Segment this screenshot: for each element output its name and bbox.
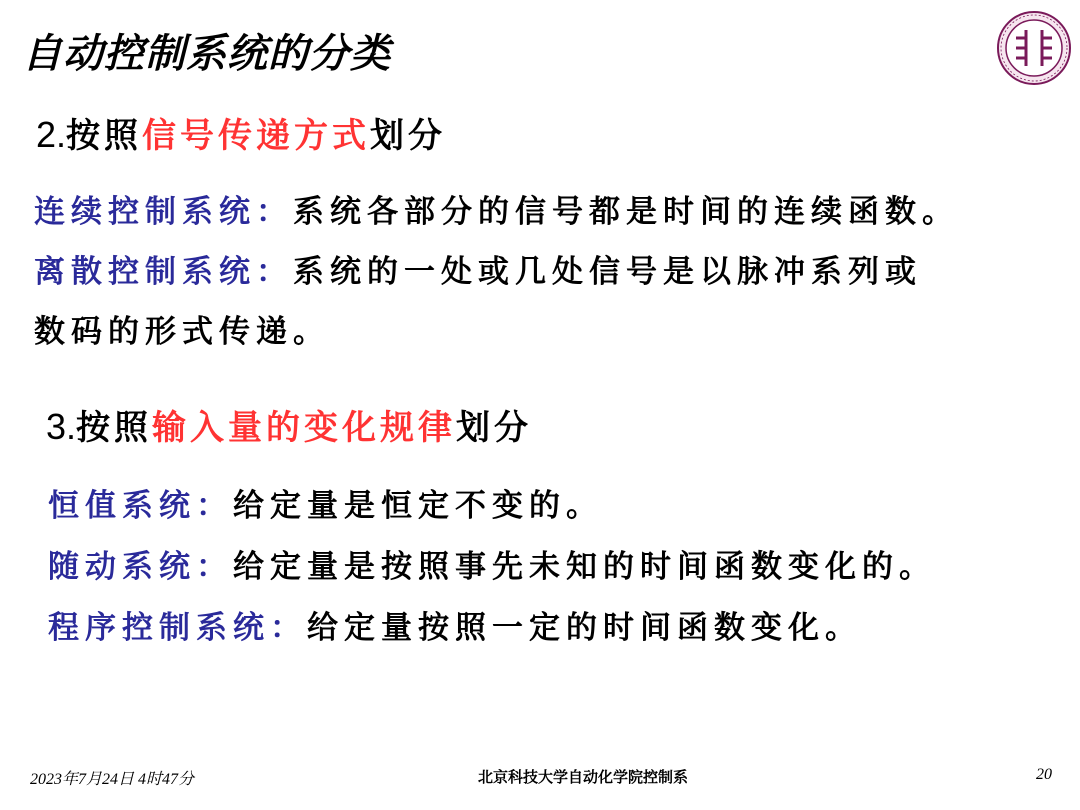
term-label: 恒值系统： [48,488,233,524]
term-description: 给定量是恒定不变的。 [233,488,603,524]
section-2-heading [36,108,446,157]
section-highlight: 输入量的变化规律 [152,408,457,448]
footer-organization: 北京科技大学自动化学院控制系 [478,768,689,786]
slide-title: 自动控制系统的分类 [22,31,391,77]
section-prefix: 按照 [66,116,143,156]
section-3-heading [46,400,532,449]
footer-date: 2023年7月24日 4时47分 [30,771,195,788]
term-description: 系统各部分的信号都是时间的连续函数。 [293,194,959,230]
term-label: 随动系统： [48,549,233,585]
discrete-system-line [34,246,922,291]
section-suffix: 划分 [456,408,533,448]
section-number: 2. [36,114,67,155]
section-suffix: 划分 [370,116,447,156]
section-prefix: 按照 [76,408,153,448]
section-number: 3. [46,406,77,447]
term-label: 连续控制系统： [34,194,293,230]
term-description: 给定量按照一定的时间函数变化。 [307,610,862,646]
continuous-system-line [34,186,959,231]
term-description: 给定量是按照事先未知的时间函数变化的。 [233,549,936,585]
program-system-line [48,602,862,647]
discrete-system-line-cont: 数码的形式传递。 [34,314,330,350]
follow-system-line [48,541,936,586]
term-label: 程序控制系统： [48,610,307,646]
constant-system-line [48,480,603,525]
page-number: 20 [1036,766,1052,783]
term-label: 离散控制系统： [34,254,293,290]
section-highlight: 信号传递方式 [142,116,371,156]
term-description: 系统的一处或几处信号是以脉冲系列或 [293,254,922,290]
university-seal-icon [996,10,1072,86]
